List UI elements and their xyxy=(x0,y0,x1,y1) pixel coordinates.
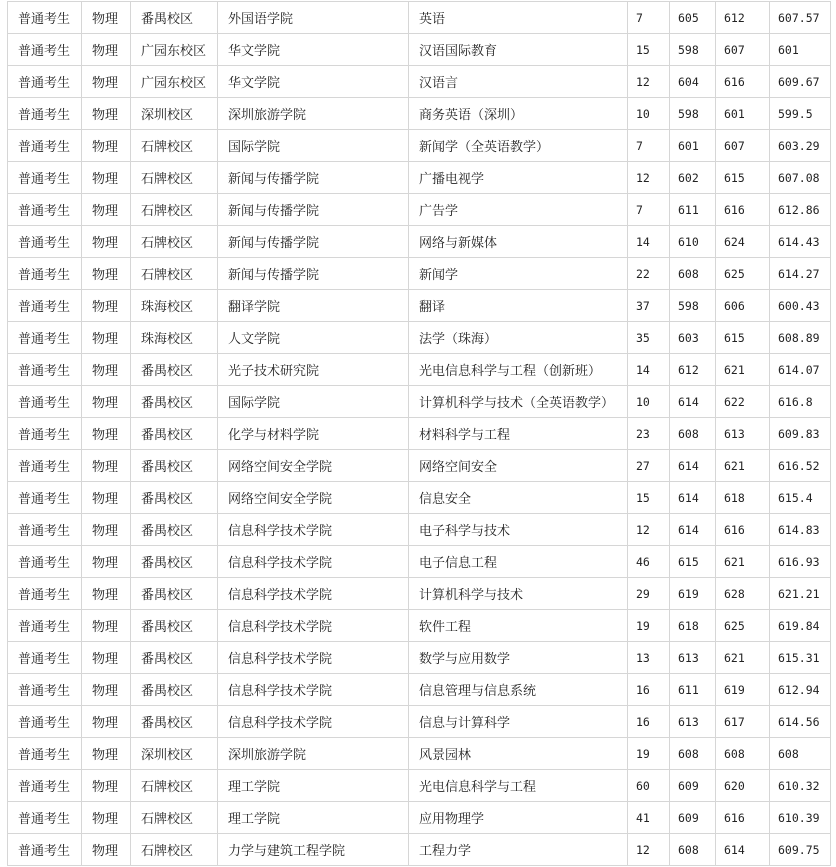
avg-score-cell: 619.84 xyxy=(770,610,831,642)
table-row xyxy=(8,610,831,642)
candidate-type-cell: 普通考生 xyxy=(8,674,82,706)
enrollment-count-cell: 15 xyxy=(628,34,670,66)
max-score-cell: 622 xyxy=(716,386,770,418)
table-row xyxy=(8,386,831,418)
avg-score-cell: 601 xyxy=(770,34,831,66)
subject-cell: 物理 xyxy=(82,290,131,322)
min-score-cell: 612 xyxy=(670,354,716,386)
max-score-cell: 620 xyxy=(716,770,770,802)
enrollment-count-cell: 35 xyxy=(628,322,670,354)
subject-cell: 物理 xyxy=(82,802,131,834)
max-score-cell: 628 xyxy=(716,578,770,610)
subject-cell: 物理 xyxy=(82,162,131,194)
major-cell: 信息与计算科学 xyxy=(409,706,628,738)
school-cell: 网络空间安全学院 xyxy=(218,450,409,482)
table-row xyxy=(8,834,831,866)
subject-cell: 物理 xyxy=(82,34,131,66)
avg-score-cell: 608.89 xyxy=(770,322,831,354)
major-cell: 翻译 xyxy=(409,290,628,322)
min-score-cell: 608 xyxy=(670,418,716,450)
school-cell: 信息科学技术学院 xyxy=(218,642,409,674)
school-cell: 人文学院 xyxy=(218,322,409,354)
table-row xyxy=(8,258,831,290)
subject-cell: 物理 xyxy=(82,578,131,610)
campus-cell: 广园东校区 xyxy=(131,34,218,66)
school-cell: 信息科学技术学院 xyxy=(218,610,409,642)
campus-cell: 番禺校区 xyxy=(131,450,218,482)
enrollment-count-cell: 12 xyxy=(628,162,670,194)
enrollment-count-cell: 16 xyxy=(628,706,670,738)
school-cell: 信息科学技术学院 xyxy=(218,514,409,546)
table-row xyxy=(8,578,831,610)
avg-score-cell: 615.31 xyxy=(770,642,831,674)
max-score-cell: 606 xyxy=(716,290,770,322)
candidate-type-cell: 普通考生 xyxy=(8,610,82,642)
max-score-cell: 616 xyxy=(716,194,770,226)
candidate-type-cell: 普通考生 xyxy=(8,162,82,194)
major-cell: 汉语国际教育 xyxy=(409,34,628,66)
major-cell: 风景园林 xyxy=(409,738,628,770)
major-cell: 计算机科学与技术（全英语教学） xyxy=(409,386,628,418)
avg-score-cell: 614.43 xyxy=(770,226,831,258)
avg-score-cell: 607.08 xyxy=(770,162,831,194)
table-row xyxy=(8,450,831,482)
enrollment-count-cell: 41 xyxy=(628,802,670,834)
major-cell: 法学（珠海） xyxy=(409,322,628,354)
max-score-cell: 612 xyxy=(716,2,770,34)
campus-cell: 石牌校区 xyxy=(131,226,218,258)
min-score-cell: 604 xyxy=(670,66,716,98)
table-row xyxy=(8,482,831,514)
table-row xyxy=(8,66,831,98)
enrollment-count-cell: 10 xyxy=(628,386,670,418)
candidate-type-cell: 普通考生 xyxy=(8,194,82,226)
table-row xyxy=(8,418,831,450)
table-row xyxy=(8,514,831,546)
max-score-cell: 621 xyxy=(716,642,770,674)
subject-cell: 物理 xyxy=(82,194,131,226)
subject-cell: 物理 xyxy=(82,738,131,770)
table-row xyxy=(8,706,831,738)
school-cell: 新闻与传播学院 xyxy=(218,258,409,290)
major-cell: 汉语言 xyxy=(409,66,628,98)
candidate-type-cell: 普通考生 xyxy=(8,738,82,770)
candidate-type-cell: 普通考生 xyxy=(8,258,82,290)
subject-cell: 物理 xyxy=(82,674,131,706)
max-score-cell: 624 xyxy=(716,226,770,258)
max-score-cell: 625 xyxy=(716,258,770,290)
major-cell: 广告学 xyxy=(409,194,628,226)
candidate-type-cell: 普通考生 xyxy=(8,802,82,834)
school-cell: 新闻与传播学院 xyxy=(218,162,409,194)
campus-cell: 石牌校区 xyxy=(131,802,218,834)
avg-score-cell: 612.94 xyxy=(770,674,831,706)
major-cell: 商务英语（深圳） xyxy=(409,98,628,130)
school-cell: 力学与建筑工程学院 xyxy=(218,834,409,866)
max-score-cell: 608 xyxy=(716,738,770,770)
subject-cell: 物理 xyxy=(82,642,131,674)
avg-score-cell: 610.39 xyxy=(770,802,831,834)
max-score-cell: 617 xyxy=(716,706,770,738)
avg-score-cell: 600.43 xyxy=(770,290,831,322)
subject-cell: 物理 xyxy=(82,770,131,802)
school-cell: 光子技术研究院 xyxy=(218,354,409,386)
school-cell: 翻译学院 xyxy=(218,290,409,322)
max-score-cell: 615 xyxy=(716,322,770,354)
school-cell: 新闻与传播学院 xyxy=(218,194,409,226)
max-score-cell: 619 xyxy=(716,674,770,706)
avg-score-cell: 609.83 xyxy=(770,418,831,450)
candidate-type-cell: 普通考生 xyxy=(8,770,82,802)
school-cell: 网络空间安全学院 xyxy=(218,482,409,514)
school-cell: 信息科学技术学院 xyxy=(218,706,409,738)
campus-cell: 番禺校区 xyxy=(131,706,218,738)
min-score-cell: 605 xyxy=(670,2,716,34)
campus-cell: 石牌校区 xyxy=(131,130,218,162)
avg-score-cell: 610.32 xyxy=(770,770,831,802)
school-cell: 化学与材料学院 xyxy=(218,418,409,450)
min-score-cell: 601 xyxy=(670,130,716,162)
subject-cell: 物理 xyxy=(82,98,131,130)
avg-score-cell: 614.56 xyxy=(770,706,831,738)
candidate-type-cell: 普通考生 xyxy=(8,98,82,130)
major-cell: 信息管理与信息系统 xyxy=(409,674,628,706)
avg-score-cell: 599.5 xyxy=(770,98,831,130)
enrollment-count-cell: 37 xyxy=(628,290,670,322)
avg-score-cell: 612.86 xyxy=(770,194,831,226)
campus-cell: 深圳校区 xyxy=(131,98,218,130)
campus-cell: 广园东校区 xyxy=(131,66,218,98)
subject-cell: 物理 xyxy=(82,546,131,578)
school-cell: 理工学院 xyxy=(218,770,409,802)
school-cell: 外国语学院 xyxy=(218,2,409,34)
major-cell: 新闻学 xyxy=(409,258,628,290)
min-score-cell: 614 xyxy=(670,482,716,514)
candidate-type-cell: 普通考生 xyxy=(8,386,82,418)
subject-cell: 物理 xyxy=(82,130,131,162)
subject-cell: 物理 xyxy=(82,834,131,866)
subject-cell: 物理 xyxy=(82,514,131,546)
min-score-cell: 598 xyxy=(670,290,716,322)
min-score-cell: 613 xyxy=(670,642,716,674)
avg-score-cell: 614.27 xyxy=(770,258,831,290)
enrollment-count-cell: 27 xyxy=(628,450,670,482)
enrollment-count-cell: 29 xyxy=(628,578,670,610)
avg-score-cell: 615.4 xyxy=(770,482,831,514)
school-cell: 理工学院 xyxy=(218,802,409,834)
min-score-cell: 614 xyxy=(670,386,716,418)
candidate-type-cell: 普通考生 xyxy=(8,514,82,546)
major-cell: 信息安全 xyxy=(409,482,628,514)
min-score-cell: 618 xyxy=(670,610,716,642)
candidate-type-cell: 普通考生 xyxy=(8,450,82,482)
min-score-cell: 614 xyxy=(670,514,716,546)
table-row xyxy=(8,674,831,706)
campus-cell: 番禺校区 xyxy=(131,482,218,514)
avg-score-cell: 614.83 xyxy=(770,514,831,546)
school-cell: 国际学院 xyxy=(218,386,409,418)
major-cell: 网络空间安全 xyxy=(409,450,628,482)
max-score-cell: 616 xyxy=(716,802,770,834)
subject-cell: 物理 xyxy=(82,322,131,354)
table-row xyxy=(8,322,831,354)
table-row xyxy=(8,130,831,162)
subject-cell: 物理 xyxy=(82,450,131,482)
table-row xyxy=(8,194,831,226)
max-score-cell: 618 xyxy=(716,482,770,514)
major-cell: 光电信息科学与工程 xyxy=(409,770,628,802)
max-score-cell: 616 xyxy=(716,66,770,98)
candidate-type-cell: 普通考生 xyxy=(8,418,82,450)
candidate-type-cell: 普通考生 xyxy=(8,290,82,322)
campus-cell: 番禺校区 xyxy=(131,642,218,674)
major-cell: 电子科学与技术 xyxy=(409,514,628,546)
table-body xyxy=(8,2,831,866)
subject-cell: 物理 xyxy=(82,226,131,258)
candidate-type-cell: 普通考生 xyxy=(8,354,82,386)
major-cell: 应用物理学 xyxy=(409,802,628,834)
min-score-cell: 609 xyxy=(670,802,716,834)
max-score-cell: 607 xyxy=(716,130,770,162)
major-cell: 软件工程 xyxy=(409,610,628,642)
enrollment-count-cell: 22 xyxy=(628,258,670,290)
min-score-cell: 608 xyxy=(670,834,716,866)
avg-score-cell: 603.29 xyxy=(770,130,831,162)
enrollment-count-cell: 14 xyxy=(628,354,670,386)
campus-cell: 番禺校区 xyxy=(131,418,218,450)
subject-cell: 物理 xyxy=(82,418,131,450)
table-row xyxy=(8,34,831,66)
major-cell: 材料科学与工程 xyxy=(409,418,628,450)
enrollment-count-cell: 60 xyxy=(628,770,670,802)
campus-cell: 番禺校区 xyxy=(131,386,218,418)
avg-score-cell: 614.07 xyxy=(770,354,831,386)
major-cell: 工程力学 xyxy=(409,834,628,866)
table-row xyxy=(8,226,831,258)
campus-cell: 深圳校区 xyxy=(131,738,218,770)
school-cell: 深圳旅游学院 xyxy=(218,738,409,770)
enrollment-count-cell: 7 xyxy=(628,194,670,226)
max-score-cell: 621 xyxy=(716,354,770,386)
major-cell: 网络与新媒体 xyxy=(409,226,628,258)
max-score-cell: 613 xyxy=(716,418,770,450)
min-score-cell: 611 xyxy=(670,194,716,226)
admission-scores-table xyxy=(7,1,831,866)
campus-cell: 石牌校区 xyxy=(131,258,218,290)
avg-score-cell: 616.8 xyxy=(770,386,831,418)
school-cell: 华文学院 xyxy=(218,66,409,98)
table-row xyxy=(8,738,831,770)
campus-cell: 番禺校区 xyxy=(131,674,218,706)
major-cell: 光电信息科学与工程（创新班） xyxy=(409,354,628,386)
campus-cell: 珠海校区 xyxy=(131,290,218,322)
enrollment-count-cell: 12 xyxy=(628,514,670,546)
school-cell: 深圳旅游学院 xyxy=(218,98,409,130)
major-cell: 广播电视学 xyxy=(409,162,628,194)
table-row xyxy=(8,546,831,578)
table-row xyxy=(8,642,831,674)
max-score-cell: 615 xyxy=(716,162,770,194)
enrollment-count-cell: 10 xyxy=(628,98,670,130)
school-cell: 新闻与传播学院 xyxy=(218,226,409,258)
campus-cell: 番禺校区 xyxy=(131,546,218,578)
enrollment-count-cell: 7 xyxy=(628,130,670,162)
table-row xyxy=(8,290,831,322)
min-score-cell: 615 xyxy=(670,546,716,578)
subject-cell: 物理 xyxy=(82,482,131,514)
subject-cell: 物理 xyxy=(82,706,131,738)
min-score-cell: 609 xyxy=(670,770,716,802)
min-score-cell: 608 xyxy=(670,258,716,290)
min-score-cell: 619 xyxy=(670,578,716,610)
candidate-type-cell: 普通考生 xyxy=(8,482,82,514)
subject-cell: 物理 xyxy=(82,258,131,290)
school-cell: 信息科学技术学院 xyxy=(218,546,409,578)
subject-cell: 物理 xyxy=(82,610,131,642)
min-score-cell: 610 xyxy=(670,226,716,258)
campus-cell: 石牌校区 xyxy=(131,194,218,226)
candidate-type-cell: 普通考生 xyxy=(8,578,82,610)
max-score-cell: 621 xyxy=(716,450,770,482)
table-row xyxy=(8,354,831,386)
avg-score-cell: 621.21 xyxy=(770,578,831,610)
min-score-cell: 598 xyxy=(670,34,716,66)
enrollment-count-cell: 23 xyxy=(628,418,670,450)
candidate-type-cell: 普通考生 xyxy=(8,34,82,66)
max-score-cell: 607 xyxy=(716,34,770,66)
min-score-cell: 614 xyxy=(670,450,716,482)
enrollment-count-cell: 19 xyxy=(628,738,670,770)
min-score-cell: 613 xyxy=(670,706,716,738)
min-score-cell: 611 xyxy=(670,674,716,706)
max-score-cell: 625 xyxy=(716,610,770,642)
campus-cell: 石牌校区 xyxy=(131,834,218,866)
subject-cell: 物理 xyxy=(82,386,131,418)
candidate-type-cell: 普通考生 xyxy=(8,322,82,354)
max-score-cell: 614 xyxy=(716,834,770,866)
major-cell: 新闻学（全英语教学） xyxy=(409,130,628,162)
enrollment-count-cell: 12 xyxy=(628,66,670,98)
avg-score-cell: 607.57 xyxy=(770,2,831,34)
campus-cell: 石牌校区 xyxy=(131,162,218,194)
campus-cell: 番禺校区 xyxy=(131,354,218,386)
table-row xyxy=(8,98,831,130)
school-cell: 国际学院 xyxy=(218,130,409,162)
enrollment-count-cell: 19 xyxy=(628,610,670,642)
max-score-cell: 616 xyxy=(716,514,770,546)
avg-score-cell: 616.93 xyxy=(770,546,831,578)
max-score-cell: 621 xyxy=(716,546,770,578)
min-score-cell: 598 xyxy=(670,98,716,130)
candidate-type-cell: 普通考生 xyxy=(8,706,82,738)
campus-cell: 番禺校区 xyxy=(131,610,218,642)
candidate-type-cell: 普通考生 xyxy=(8,546,82,578)
enrollment-count-cell: 15 xyxy=(628,482,670,514)
school-cell: 信息科学技术学院 xyxy=(218,578,409,610)
campus-cell: 石牌校区 xyxy=(131,770,218,802)
school-cell: 信息科学技术学院 xyxy=(218,674,409,706)
candidate-type-cell: 普通考生 xyxy=(8,66,82,98)
campus-cell: 珠海校区 xyxy=(131,322,218,354)
min-score-cell: 602 xyxy=(670,162,716,194)
enrollment-count-cell: 13 xyxy=(628,642,670,674)
subject-cell: 物理 xyxy=(82,2,131,34)
enrollment-count-cell: 16 xyxy=(628,674,670,706)
subject-cell: 物理 xyxy=(82,354,131,386)
campus-cell: 番禺校区 xyxy=(131,578,218,610)
avg-score-cell: 616.52 xyxy=(770,450,831,482)
max-score-cell: 601 xyxy=(716,98,770,130)
enrollment-count-cell: 46 xyxy=(628,546,670,578)
table-row xyxy=(8,770,831,802)
enrollment-count-cell: 7 xyxy=(628,2,670,34)
campus-cell: 番禺校区 xyxy=(131,514,218,546)
table-row xyxy=(8,802,831,834)
subject-cell: 物理 xyxy=(82,66,131,98)
min-score-cell: 603 xyxy=(670,322,716,354)
school-cell: 华文学院 xyxy=(218,34,409,66)
campus-cell: 番禺校区 xyxy=(131,2,218,34)
candidate-type-cell: 普通考生 xyxy=(8,226,82,258)
avg-score-cell: 608 xyxy=(770,738,831,770)
candidate-type-cell: 普通考生 xyxy=(8,834,82,866)
table-row xyxy=(8,162,831,194)
major-cell: 数学与应用数学 xyxy=(409,642,628,674)
avg-score-cell: 609.67 xyxy=(770,66,831,98)
candidate-type-cell: 普通考生 xyxy=(8,2,82,34)
enrollment-count-cell: 12 xyxy=(628,834,670,866)
min-score-cell: 608 xyxy=(670,738,716,770)
table-row xyxy=(8,2,831,34)
avg-score-cell: 609.75 xyxy=(770,834,831,866)
major-cell: 计算机科学与技术 xyxy=(409,578,628,610)
major-cell: 电子信息工程 xyxy=(409,546,628,578)
enrollment-count-cell: 14 xyxy=(628,226,670,258)
candidate-type-cell: 普通考生 xyxy=(8,642,82,674)
candidate-type-cell: 普通考生 xyxy=(8,130,82,162)
major-cell: 英语 xyxy=(409,2,628,34)
